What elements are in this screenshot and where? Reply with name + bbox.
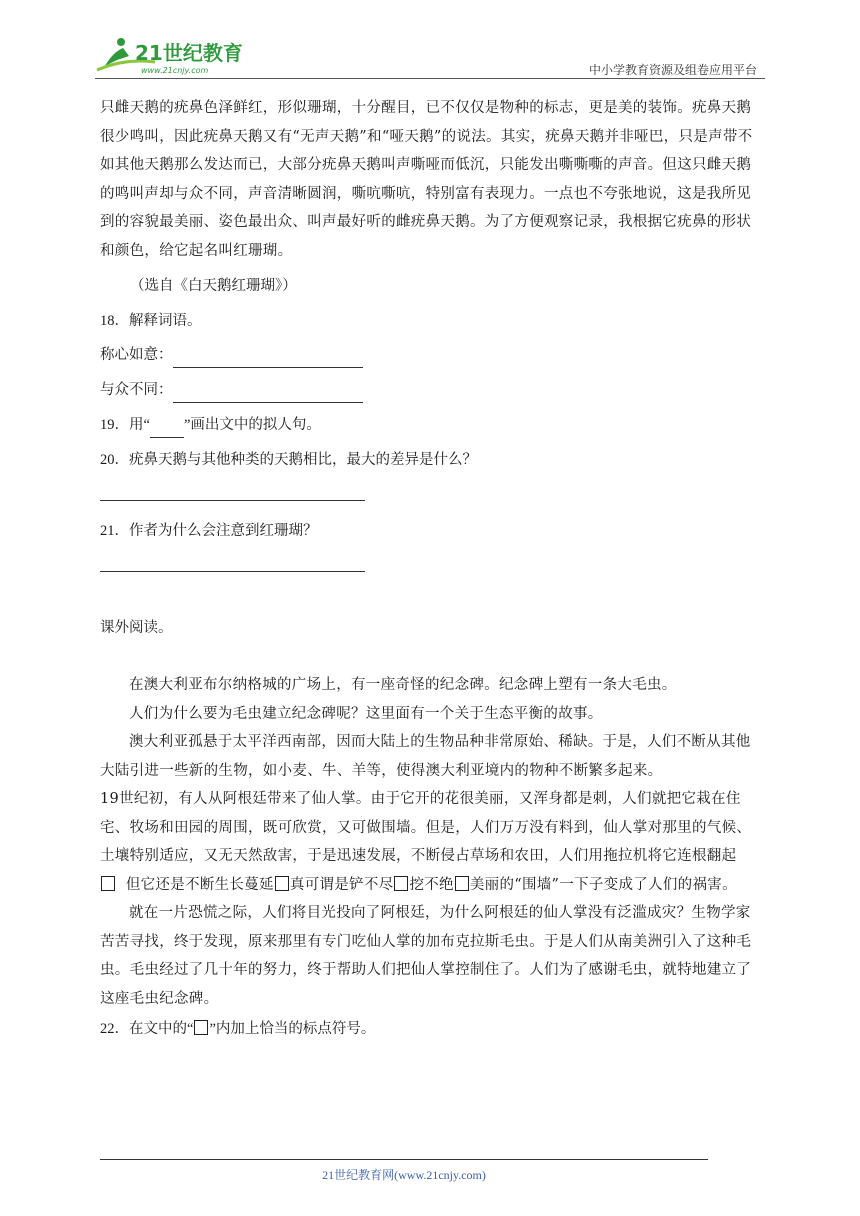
punctuation-box[interactable] <box>455 876 469 891</box>
punctuation-box[interactable] <box>394 876 408 891</box>
question-18-a-label: 称心如意： <box>100 347 173 363</box>
answer-blank[interactable] <box>173 378 363 403</box>
logo-21cnjy <box>95 36 265 76</box>
section2-paragraph-5: 就在一片恐慌之际，人们将目光投向了阿根廷，为什么阿根廷的仙人掌没有泛滥成灾？生物学家苦苦寻找，终于发现，原来那里有专门吃仙人掌的加布克拉斯毛虫。于是人们从南美洲引入了这种毛虫。毛虫经过了几十年的努力，终于帮助人们把仙人掌控制住了。人们为了感谢毛虫，就特地建立了这座毛虫纪念碑。 <box>100 905 752 1007</box>
punctuation-box[interactable] <box>101 876 115 891</box>
question-18: 18．解释词语。 <box>100 313 202 329</box>
question-18-b-label: 与众不同： <box>100 382 173 398</box>
section2-paragraph-1: 在澳大利亚布尔纳格城的广场上，有一座奇怪的纪念碑。纪念碑上塑有一条大毛虫。 <box>129 677 677 693</box>
logo-url: www.21cnjy.com <box>141 66 209 75</box>
platform-name: 中小学教育资源及组卷应用平台 <box>588 63 757 77</box>
question-18-a <box>100 343 764 368</box>
question-18-b <box>100 378 764 403</box>
question-22-post: ”内加上恰当的标点符号。 <box>209 1021 376 1037</box>
question-19 <box>100 413 764 438</box>
segment: 挖不绝 <box>409 876 454 893</box>
segment: 但它还是不断生长蔓延 <box>125 876 274 893</box>
question-19-pre: 19．用“ <box>100 417 150 433</box>
section-title: 课外阅读。 <box>100 620 173 636</box>
section2-paragraph-2: 人们为什么要为毛虫建立纪念碑呢？这里面有一个关于生态平衡的故事。 <box>129 705 603 722</box>
passage-paragraph: 只雌天鹅的疣鼻色泽鲜红，形似珊瑚，十分醒目，已不仅仅是物种的标志，更是美的装饰。疣鼻天鹅很少鸣叫，因此疣鼻天鹅又有“无声天鹅”和“哑天鹅”的说法。其实，疣鼻天鹅并非哑巴，只是声带不如其他天鹅那么发达而已，大部分疣鼻天鹅叫声嘶哑而低沉，只能发出嘶嘶嘶的声音。但这只雌天鹅的鸣叫声却与众不同，声音清晰圆润，嘶吭嘶吭，特别富有表现力。一点也不夸张地说，这是我所见到的容貌最美丽、姿色最出众、叫声最好听的雌疣鼻天鹅。为了方便观察记录，我根据它疣鼻的形状和颜色，给它起名叫红珊瑚。 <box>100 100 753 259</box>
page-header <box>95 30 765 80</box>
section2-paragraph-3: 澳大利亚孤悬于太平洋西南部，因而大陆上的生物品种非常原始、稀缺。于是，人们不断从其他大陆引进一些新的生物，如小麦、牛、羊等，使得澳大利亚境内的物种不断繁多起来。 <box>100 734 751 779</box>
answer-line[interactable] <box>100 571 365 572</box>
question-22-pre: 22．在文中的“ <box>100 1021 194 1037</box>
section2-paragraph-4-cont <box>100 871 764 900</box>
answer-blank[interactable] <box>173 343 363 368</box>
segment: 真可谓是铲不尽 <box>289 876 394 893</box>
footer-divider <box>100 1159 708 1160</box>
segment: 美丽的“围墙”一下子变成了人们的祸害。 <box>469 876 737 893</box>
footer-text: 21世纪教育网(www.21cnjy.com) <box>322 1168 486 1182</box>
question-22 <box>100 1017 764 1041</box>
header-divider <box>95 78 765 79</box>
logo-text: 21世纪教育 <box>135 41 243 65</box>
punctuation-box[interactable] <box>275 876 289 891</box>
underline-sample <box>150 413 184 438</box>
passage-source: （选自《白天鹅红珊瑚》） <box>130 278 297 294</box>
answer-line[interactable] <box>100 500 365 501</box>
question-19-post: ”画出文中的拟人句。 <box>183 417 321 433</box>
question-20: 20．疣鼻天鹅与其他种类的天鹅相比，最大的差异是什么？ <box>100 452 477 468</box>
document-body <box>100 94 764 1041</box>
punctuation-box-sample <box>194 1020 208 1035</box>
question-21: 21．作者为什么会注意到红珊瑚？ <box>100 523 318 539</box>
section2-paragraph-4: 19世纪初，有人从阿根廷带来了仙人掌。由于它开的花很美丽，又浑身都是刺，人们就把它栽在住宅、牧场和田园的周围，既可欣赏，又可做围墙。但是，人们万万没有料到，仙人掌对那里的气候、土壤特别适应，又无天然敌害，于是迅速发展，不断侵占草场和农田，人们用拖拉机将它连根翻起 <box>100 791 752 864</box>
